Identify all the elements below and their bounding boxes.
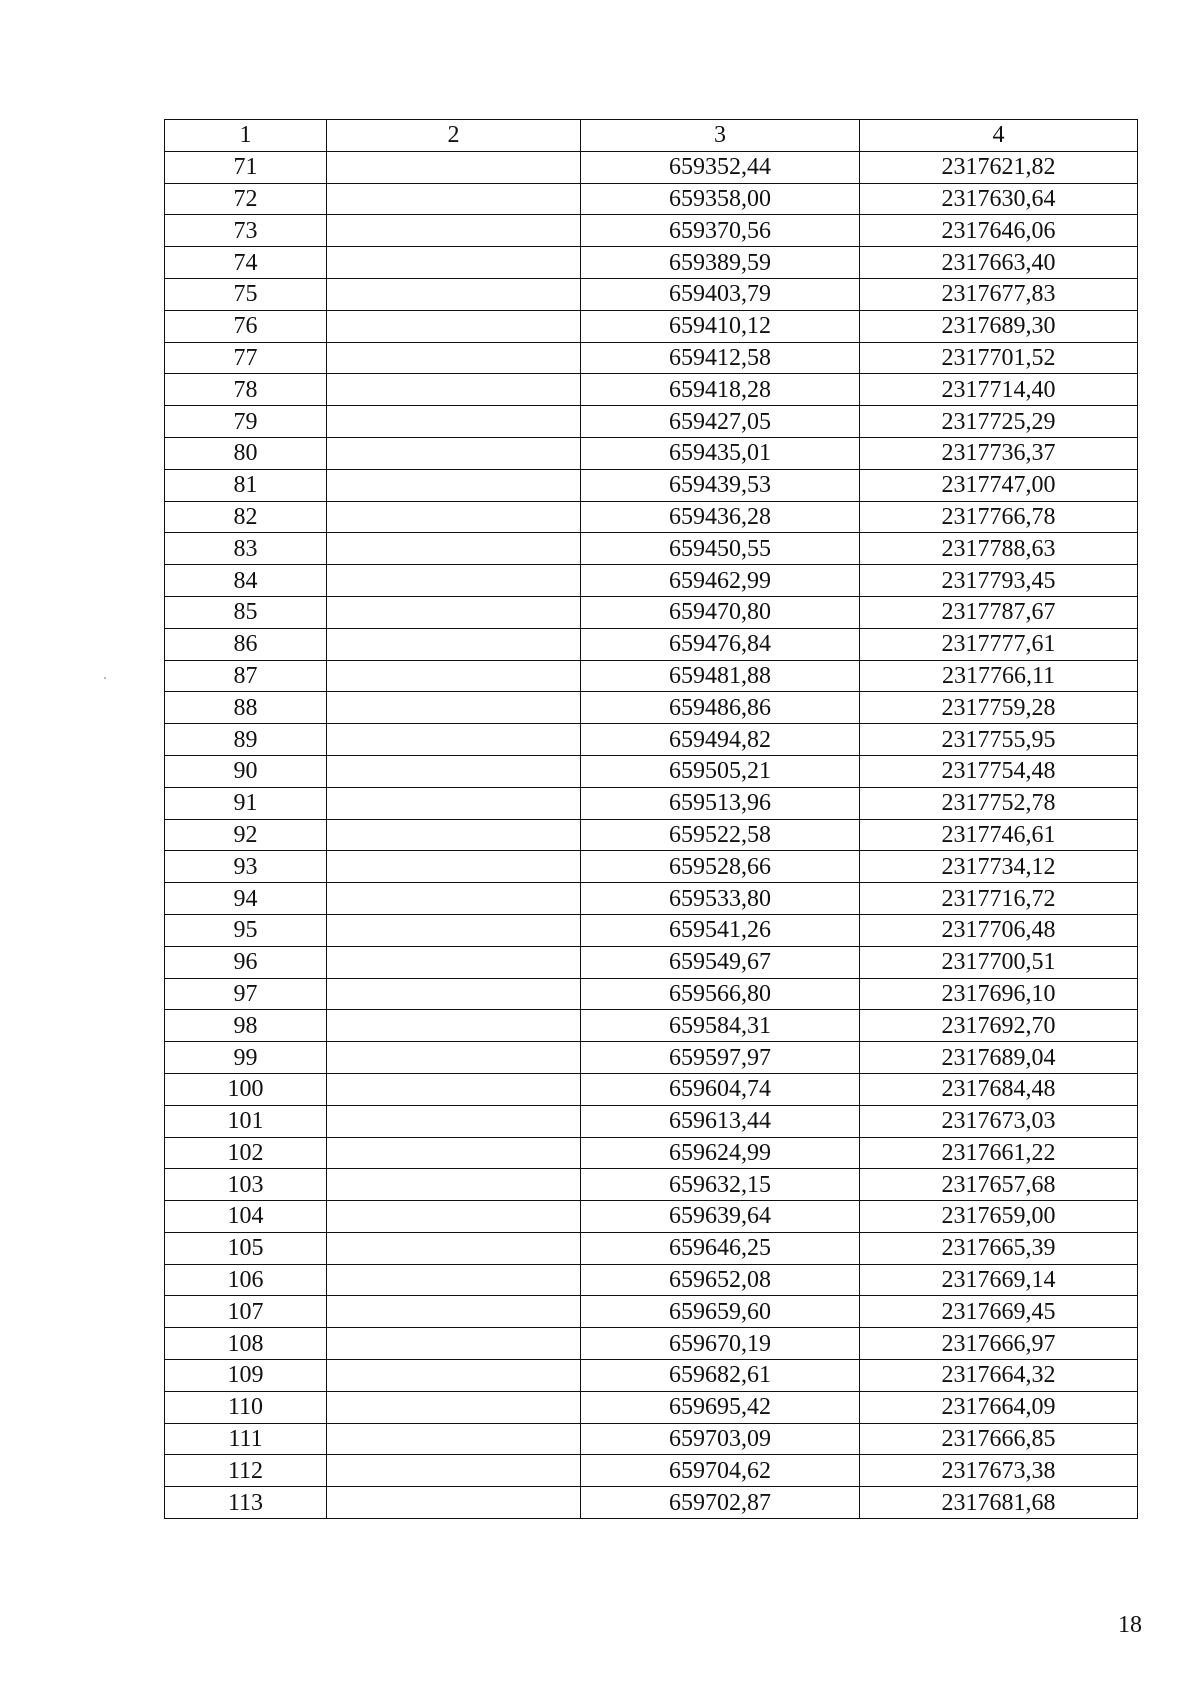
y-coordinate-cell: 2317746,61	[860, 819, 1138, 851]
table-row	[165, 215, 1138, 247]
y-coordinate-cell: 2317665,39	[860, 1232, 1138, 1264]
table-row	[165, 565, 1138, 597]
empty-cell	[327, 565, 581, 597]
page-number: 18	[1118, 1612, 1142, 1638]
empty-cell	[327, 469, 581, 501]
table-row	[165, 1042, 1138, 1074]
column-header-4: 4	[860, 120, 1138, 152]
x-coordinate-cell: 659639,64	[581, 1201, 860, 1233]
table-row	[165, 755, 1138, 787]
y-coordinate-cell: 2317663,40	[860, 247, 1138, 279]
empty-cell	[327, 692, 581, 724]
y-coordinate-cell: 2317700,51	[860, 946, 1138, 978]
x-coordinate-cell: 659549,67	[581, 946, 860, 978]
y-coordinate-cell: 2317766,78	[860, 501, 1138, 533]
x-coordinate-cell: 659704,62	[581, 1455, 860, 1487]
x-coordinate-cell: 659435,01	[581, 437, 860, 469]
point-number-cell: 103	[165, 1169, 327, 1201]
x-coordinate-cell: 659632,15	[581, 1169, 860, 1201]
empty-cell	[327, 1201, 581, 1233]
empty-cell	[327, 787, 581, 819]
point-number-cell: 94	[165, 883, 327, 915]
y-coordinate-cell: 2317673,38	[860, 1455, 1138, 1487]
y-coordinate-cell: 2317689,30	[860, 310, 1138, 342]
y-coordinate-cell: 2317666,85	[860, 1423, 1138, 1455]
point-number-cell: 91	[165, 787, 327, 819]
table-row	[165, 501, 1138, 533]
y-coordinate-cell: 2317716,72	[860, 883, 1138, 915]
x-coordinate-cell: 659410,12	[581, 310, 860, 342]
table-row	[165, 660, 1138, 692]
x-coordinate-cell: 659427,05	[581, 406, 860, 438]
table-row	[165, 914, 1138, 946]
empty-cell	[327, 215, 581, 247]
point-number-cell: 104	[165, 1201, 327, 1233]
point-number-cell: 88	[165, 692, 327, 724]
y-coordinate-cell: 2317621,82	[860, 151, 1138, 183]
empty-cell	[327, 819, 581, 851]
y-coordinate-cell: 2317664,32	[860, 1360, 1138, 1392]
table-row	[165, 247, 1138, 279]
y-coordinate-cell: 2317752,78	[860, 787, 1138, 819]
point-number-cell: 96	[165, 946, 327, 978]
y-coordinate-cell: 2317692,70	[860, 1010, 1138, 1042]
empty-cell	[327, 1360, 581, 1392]
table-row	[165, 310, 1138, 342]
empty-cell	[327, 1105, 581, 1137]
x-coordinate-cell: 659481,88	[581, 660, 860, 692]
x-coordinate-cell: 659505,21	[581, 755, 860, 787]
x-coordinate-cell: 659450,55	[581, 533, 860, 565]
table-row	[165, 628, 1138, 660]
point-number-cell: 111	[165, 1423, 327, 1455]
column-header-2: 2	[327, 120, 581, 152]
table-row	[165, 883, 1138, 915]
x-coordinate-cell: 659659,60	[581, 1296, 860, 1328]
empty-cell	[327, 374, 581, 406]
column-header-1: 1	[165, 120, 327, 152]
table-row	[165, 1232, 1138, 1264]
empty-cell	[327, 533, 581, 565]
table-row	[165, 406, 1138, 438]
table-row	[165, 819, 1138, 851]
x-coordinate-cell: 659370,56	[581, 215, 860, 247]
point-number-cell: 77	[165, 342, 327, 374]
point-number-cell: 80	[165, 437, 327, 469]
empty-cell	[327, 851, 581, 883]
x-coordinate-cell: 659462,99	[581, 565, 860, 597]
x-coordinate-cell: 659624,99	[581, 1137, 860, 1169]
table-row	[165, 724, 1138, 756]
empty-cell	[327, 1423, 581, 1455]
empty-cell	[327, 1264, 581, 1296]
x-coordinate-cell: 659646,25	[581, 1232, 860, 1264]
x-coordinate-cell: 659470,80	[581, 596, 860, 628]
point-number-cell: 73	[165, 215, 327, 247]
coordinates-table	[164, 119, 1138, 1519]
y-coordinate-cell: 2317681,68	[860, 1487, 1138, 1519]
table-row	[165, 1010, 1138, 1042]
x-coordinate-cell: 659436,28	[581, 501, 860, 533]
y-coordinate-cell: 2317684,48	[860, 1073, 1138, 1105]
empty-cell	[327, 755, 581, 787]
empty-cell	[327, 342, 581, 374]
table-row	[165, 1264, 1138, 1296]
table-row	[165, 374, 1138, 406]
point-number-cell: 83	[165, 533, 327, 565]
y-coordinate-cell: 2317664,09	[860, 1391, 1138, 1423]
point-number-cell: 95	[165, 914, 327, 946]
table-row	[165, 1137, 1138, 1169]
empty-cell	[327, 946, 581, 978]
y-coordinate-cell: 2317646,06	[860, 215, 1138, 247]
table-row	[165, 1296, 1138, 1328]
table-row	[165, 533, 1138, 565]
x-coordinate-cell: 659486,86	[581, 692, 860, 724]
x-coordinate-cell: 659528,66	[581, 851, 860, 883]
y-coordinate-cell: 2317689,04	[860, 1042, 1138, 1074]
table-row	[165, 1423, 1138, 1455]
table-row	[165, 1360, 1138, 1392]
table-row	[165, 183, 1138, 215]
x-coordinate-cell: 659494,82	[581, 724, 860, 756]
x-coordinate-cell: 659652,08	[581, 1264, 860, 1296]
point-number-cell: 99	[165, 1042, 327, 1074]
empty-cell	[327, 1328, 581, 1360]
empty-cell	[327, 1487, 581, 1519]
empty-cell	[327, 183, 581, 215]
y-coordinate-cell: 2317747,00	[860, 469, 1138, 501]
y-coordinate-cell: 2317714,40	[860, 374, 1138, 406]
point-number-cell: 86	[165, 628, 327, 660]
x-coordinate-cell: 659613,44	[581, 1105, 860, 1137]
empty-cell	[327, 978, 581, 1010]
header-row	[165, 120, 1138, 152]
empty-cell	[327, 1232, 581, 1264]
table-row	[165, 1391, 1138, 1423]
y-coordinate-cell: 2317725,29	[860, 406, 1138, 438]
x-coordinate-cell: 659389,59	[581, 247, 860, 279]
x-coordinate-cell: 659597,97	[581, 1042, 860, 1074]
empty-cell	[327, 406, 581, 438]
x-coordinate-cell: 659541,26	[581, 914, 860, 946]
point-number-cell: 93	[165, 851, 327, 883]
x-coordinate-cell: 659403,79	[581, 278, 860, 310]
empty-cell	[327, 1455, 581, 1487]
point-number-cell: 75	[165, 278, 327, 310]
y-coordinate-cell: 2317736,37	[860, 437, 1138, 469]
x-coordinate-cell: 659584,31	[581, 1010, 860, 1042]
x-coordinate-cell: 659352,44	[581, 151, 860, 183]
point-number-cell: 105	[165, 1232, 327, 1264]
y-coordinate-cell: 2317659,00	[860, 1201, 1138, 1233]
table-header	[165, 120, 1138, 152]
x-coordinate-cell: 659439,53	[581, 469, 860, 501]
point-number-cell: 97	[165, 978, 327, 1010]
point-number-cell: 78	[165, 374, 327, 406]
y-coordinate-cell: 2317734,12	[860, 851, 1138, 883]
empty-cell	[327, 724, 581, 756]
y-coordinate-cell: 2317787,67	[860, 596, 1138, 628]
y-coordinate-cell: 2317777,61	[860, 628, 1138, 660]
table-row	[165, 692, 1138, 724]
point-number-cell: 98	[165, 1010, 327, 1042]
x-coordinate-cell: 659695,42	[581, 1391, 860, 1423]
point-number-cell: 71	[165, 151, 327, 183]
empty-cell	[327, 660, 581, 692]
point-number-cell: 90	[165, 755, 327, 787]
y-coordinate-cell: 2317666,97	[860, 1328, 1138, 1360]
y-coordinate-cell: 2317669,45	[860, 1296, 1138, 1328]
point-number-cell: 87	[165, 660, 327, 692]
empty-cell	[327, 501, 581, 533]
x-coordinate-cell: 659522,58	[581, 819, 860, 851]
table-row	[165, 151, 1138, 183]
table-row	[165, 469, 1138, 501]
table-row	[165, 1487, 1138, 1519]
empty-cell	[327, 310, 581, 342]
empty-cell	[327, 1296, 581, 1328]
empty-cell	[327, 628, 581, 660]
point-number-cell: 84	[165, 565, 327, 597]
point-number-cell: 101	[165, 1105, 327, 1137]
y-coordinate-cell: 2317661,22	[860, 1137, 1138, 1169]
y-coordinate-cell: 2317788,63	[860, 533, 1138, 565]
y-coordinate-cell: 2317754,48	[860, 755, 1138, 787]
y-coordinate-cell: 2317696,10	[860, 978, 1138, 1010]
table-row	[165, 1169, 1138, 1201]
y-coordinate-cell: 2317677,83	[860, 278, 1138, 310]
table-row	[165, 596, 1138, 628]
empty-cell	[327, 437, 581, 469]
x-coordinate-cell: 659476,84	[581, 628, 860, 660]
table-row	[165, 342, 1138, 374]
table-row	[165, 978, 1138, 1010]
point-number-cell: 100	[165, 1073, 327, 1105]
empty-cell	[327, 883, 581, 915]
point-number-cell: 108	[165, 1328, 327, 1360]
x-coordinate-cell: 659412,58	[581, 342, 860, 374]
empty-cell	[327, 1391, 581, 1423]
y-coordinate-cell: 2317657,68	[860, 1169, 1138, 1201]
y-coordinate-cell: 2317669,14	[860, 1264, 1138, 1296]
empty-cell	[327, 596, 581, 628]
table-row	[165, 1073, 1138, 1105]
column-header-3: 3	[581, 120, 860, 152]
point-number-cell: 82	[165, 501, 327, 533]
point-number-cell: 102	[165, 1137, 327, 1169]
empty-cell	[327, 1169, 581, 1201]
x-coordinate-cell: 659702,87	[581, 1487, 860, 1519]
x-coordinate-cell: 659513,96	[581, 787, 860, 819]
table-row	[165, 946, 1138, 978]
point-number-cell: 72	[165, 183, 327, 215]
point-number-cell: 92	[165, 819, 327, 851]
point-number-cell: 112	[165, 1455, 327, 1487]
table-row	[165, 278, 1138, 310]
y-coordinate-cell: 2317759,28	[860, 692, 1138, 724]
y-coordinate-cell: 2317630,64	[860, 183, 1138, 215]
table-row	[165, 1328, 1138, 1360]
y-coordinate-cell: 2317701,52	[860, 342, 1138, 374]
point-number-cell: 74	[165, 247, 327, 279]
empty-cell	[327, 1073, 581, 1105]
x-coordinate-cell: 659418,28	[581, 374, 860, 406]
point-number-cell: 89	[165, 724, 327, 756]
scan-speck	[104, 677, 106, 679]
y-coordinate-cell: 2317673,03	[860, 1105, 1138, 1137]
x-coordinate-cell: 659566,80	[581, 978, 860, 1010]
point-number-cell: 106	[165, 1264, 327, 1296]
x-coordinate-cell: 659703,09	[581, 1423, 860, 1455]
table-row	[165, 787, 1138, 819]
point-number-cell: 113	[165, 1487, 327, 1519]
empty-cell	[327, 278, 581, 310]
x-coordinate-cell: 659533,80	[581, 883, 860, 915]
y-coordinate-cell: 2317755,95	[860, 724, 1138, 756]
empty-cell	[327, 151, 581, 183]
point-number-cell: 107	[165, 1296, 327, 1328]
empty-cell	[327, 1137, 581, 1169]
point-number-cell: 109	[165, 1360, 327, 1392]
table-row	[165, 851, 1138, 883]
empty-cell	[327, 247, 581, 279]
table-body	[165, 151, 1138, 1518]
x-coordinate-cell: 659682,61	[581, 1360, 860, 1392]
empty-cell	[327, 914, 581, 946]
table-row	[165, 437, 1138, 469]
point-number-cell: 85	[165, 596, 327, 628]
point-number-cell: 79	[165, 406, 327, 438]
empty-cell	[327, 1010, 581, 1042]
y-coordinate-cell: 2317706,48	[860, 914, 1138, 946]
table-row	[165, 1105, 1138, 1137]
point-number-cell: 76	[165, 310, 327, 342]
point-number-cell: 81	[165, 469, 327, 501]
y-coordinate-cell: 2317766,11	[860, 660, 1138, 692]
point-number-cell: 110	[165, 1391, 327, 1423]
x-coordinate-cell: 659604,74	[581, 1073, 860, 1105]
table-row	[165, 1455, 1138, 1487]
empty-cell	[327, 1042, 581, 1074]
x-coordinate-cell: 659358,00	[581, 183, 860, 215]
y-coordinate-cell: 2317793,45	[860, 565, 1138, 597]
x-coordinate-cell: 659670,19	[581, 1328, 860, 1360]
table-row	[165, 1201, 1138, 1233]
